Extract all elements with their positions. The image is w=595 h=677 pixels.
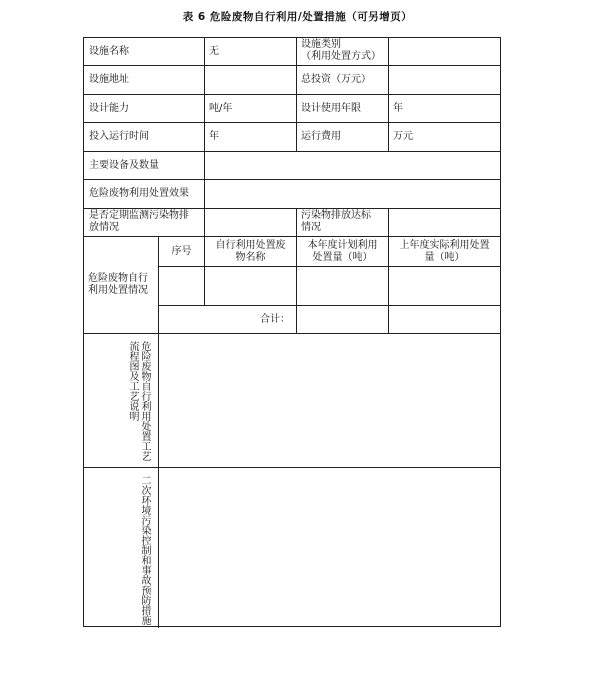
disposal-form-table — [83, 37, 501, 627]
facility-address-label: 设施地址 — [89, 74, 129, 85]
operating-cost-value[interactable]: 万元 — [393, 131, 413, 142]
emission-label — [301, 209, 387, 237]
col-header-actual-amount-line2: 量（吨） — [424, 251, 465, 263]
monitoring-label — [89, 209, 203, 237]
process-section-content[interactable] — [159, 334, 500, 467]
facility-type-label — [301, 38, 387, 66]
total-investment-label: 总投资（万元） — [301, 74, 371, 85]
total-planned-value[interactable] — [297, 306, 388, 333]
col-header-seq: 序号 — [171, 245, 192, 257]
total-actual-value[interactable] — [389, 306, 500, 333]
monitoring-label-line2: 放情况 — [89, 222, 119, 233]
table-title: 表 6 危险废物自行利用/处置措施（可另增页） — [182, 11, 413, 23]
table-cell-waste-name[interactable] — [205, 267, 296, 305]
col-header-waste-name-line1: 自行利用处置废 — [215, 239, 286, 251]
table-cell-planned-amount[interactable] — [297, 267, 388, 305]
emission-label-line1: 污染物排放达标 — [301, 210, 371, 221]
utilization-effect-label: 危险废物利用处置效果 — [89, 188, 189, 199]
facility-type-label-line2: （利用处置方式） — [301, 51, 381, 62]
col-header-waste-name-line2: 物名称 — [235, 251, 266, 263]
col-header-planned-amount-line1: 本年度计划利用 — [307, 239, 378, 251]
process-section-label: 危险废物自行利用处置工艺流程图及工艺说明 — [127, 341, 150, 461]
design-capacity-label: 设计能力 — [89, 102, 129, 114]
total-label: 合计： — [260, 313, 290, 325]
monitoring-label-line1: 是否定期监测污染物排 — [89, 210, 189, 221]
facility-name-label: 设施名称 — [89, 45, 129, 57]
main-equipment-value[interactable] — [205, 152, 500, 179]
design-life-value[interactable]: 年 — [393, 102, 403, 114]
facility-type-value[interactable] — [389, 38, 500, 65]
design-life-label: 设计使用年限 — [301, 102, 361, 114]
emission-value[interactable] — [389, 209, 500, 236]
emission-label-line2: 情况 — [301, 222, 321, 233]
pollution-section-content[interactable] — [159, 468, 500, 626]
monitoring-value[interactable] — [205, 209, 296, 236]
operation-time-label: 投入运行时间 — [89, 131, 149, 142]
facility-name-value[interactable]: 无 — [209, 45, 219, 57]
operating-cost-label: 运行费用 — [301, 131, 341, 142]
col-header-actual-amount-line1: 上年度实际利用处置 — [399, 239, 490, 251]
utilization-side-label-line1: 危险废物自行 — [88, 273, 148, 284]
utilization-effect-value[interactable] — [205, 180, 500, 208]
col-header-actual-amount — [389, 237, 500, 266]
operation-time-value[interactable]: 年 — [209, 131, 219, 142]
col-divider — [296, 38, 297, 151]
main-equipment-label: 主要设备及数量 — [89, 159, 159, 171]
pollution-section-label: 二次环境污染控制和事故预防措施 — [139, 475, 150, 625]
facility-address-value[interactable] — [205, 66, 296, 94]
facility-type-label-line1: 设施类别 — [301, 39, 341, 50]
design-capacity-value[interactable]: 吨/年 — [209, 102, 233, 114]
col-header-planned-amount-line2: 处置量（吨） — [312, 251, 373, 263]
table-cell-actual-amount[interactable] — [389, 267, 500, 305]
table-cell-seq[interactable] — [159, 267, 204, 305]
utilization-side-label-line2: 利用处置情况 — [88, 285, 148, 296]
total-investment-value[interactable] — [389, 66, 500, 94]
col-divider — [296, 208, 297, 236]
utilization-side-label — [88, 237, 157, 333]
col-header-waste-name — [205, 237, 296, 266]
col-header-planned-amount — [297, 237, 388, 266]
